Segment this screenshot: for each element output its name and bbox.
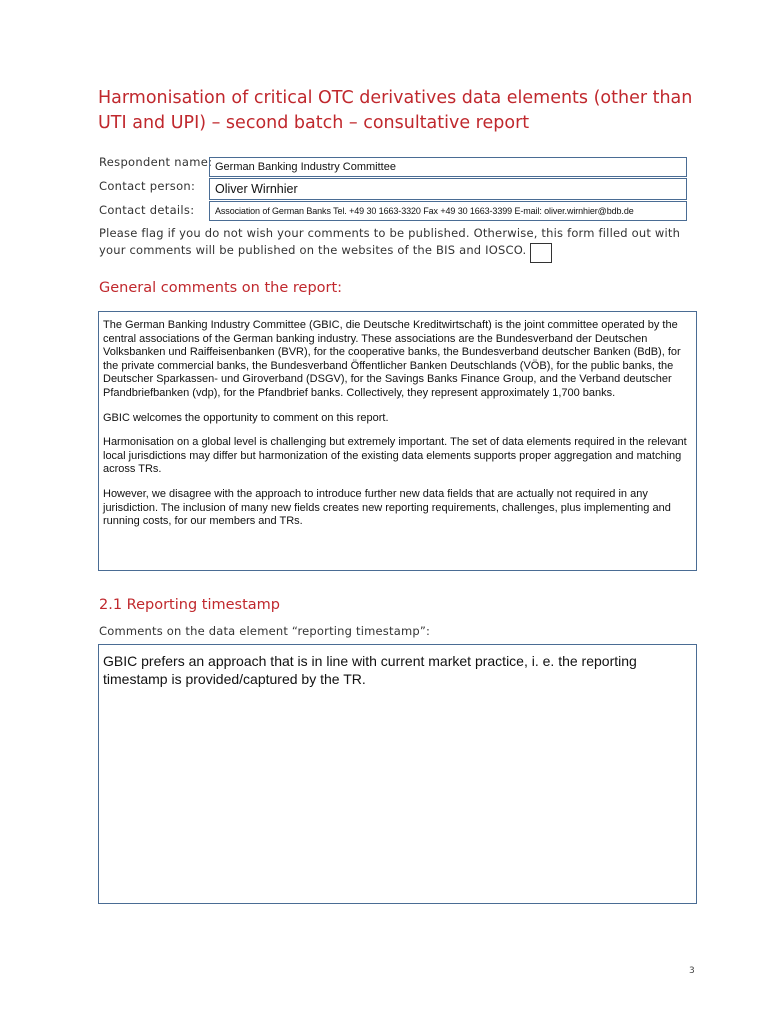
contact-person-label: Contact person: <box>99 179 196 193</box>
publication-note <box>99 225 699 263</box>
general-comments-heading: General comments on the report: <box>99 280 343 296</box>
contact-details-label: Contact details: <box>99 203 195 217</box>
general-comments-paragraph: The German Banking Industry Committee (GBIC, die Deutsche Kreditwirtschaft) is the joint committee operated by the central associations of the German banking industry. These associations are the Bundesverband der Deutschen Volksbanken und Raiffeisenbanken (BVR), for the cooperative banks, the Bundesverband deutscher Banken (BdB), for the private commercial banks, the Bundesverband Öffentlicher Banken Deutschlands (VÖB), for the public banks, the Deutscher Sparkassen- und Giroverband (DSGV), for the Savings Banks Finance Group, and the Verband deutscher Pfandbriefbanken (vdp), for the Pfandbrief banks. Collectively, they represent approximately 1,700 banks. <box>103 319 681 399</box>
document-title: Harmonisation of critical OTC derivatives data elements (other than UTI and UPI) – second batch – consultative report <box>98 88 693 133</box>
reporting-timestamp-comment-textarea[interactable] <box>98 644 697 904</box>
do-not-publish-checkbox[interactable] <box>530 243 552 263</box>
general-comments-paragraph: GBIC welcomes the opportunity to comment on this report. <box>103 411 389 424</box>
respondent-name-field[interactable]: German Banking Industry Committee <box>209 157 687 177</box>
reporting-timestamp-comments-label: Comments on the data element “reporting timestamp”: <box>99 624 431 638</box>
page-number: 3 <box>689 966 695 976</box>
reporting-timestamp-comment: GBIC prefers an approach that is in line with current market practice, i. e. the reporting timestamp is provided/captured by the TR. <box>103 653 637 687</box>
respondent-name-label: Respondent name: <box>99 155 213 169</box>
contact-person-field[interactable]: Oliver Wirnhier <box>209 178 687 200</box>
contact-details-field[interactable]: Association of German Banks Tel. +49 30 1663-3320 Fax +49 30 1663-3399 E-mail: oliver.wirnhier@bdb.de <box>209 201 687 221</box>
publication-note-text: Please flag if you do not wish your comments to be published. Otherwise, this form filled out with your comments will be published on the websites of the BIS and IOSCO. <box>99 226 681 257</box>
general-comments-textarea[interactable] <box>98 311 697 571</box>
general-comments-paragraph: Harmonisation on a global level is challenging but extremely important. The set of data elements required in the relevant local jurisdictions may differ but harmonization of the existing data elements supports proper aggregation and matching across TRs. <box>103 436 687 476</box>
general-comments-paragraph: However, we disagree with the approach to introduce further new data fields that are actually not required in any jurisdiction. The inclusion of many new fields creates new reporting requirements, challenges, plus implementing and running costs, for our members and TRs. <box>103 487 671 528</box>
section-2-1-heading: 2.1 Reporting timestamp <box>99 597 280 613</box>
